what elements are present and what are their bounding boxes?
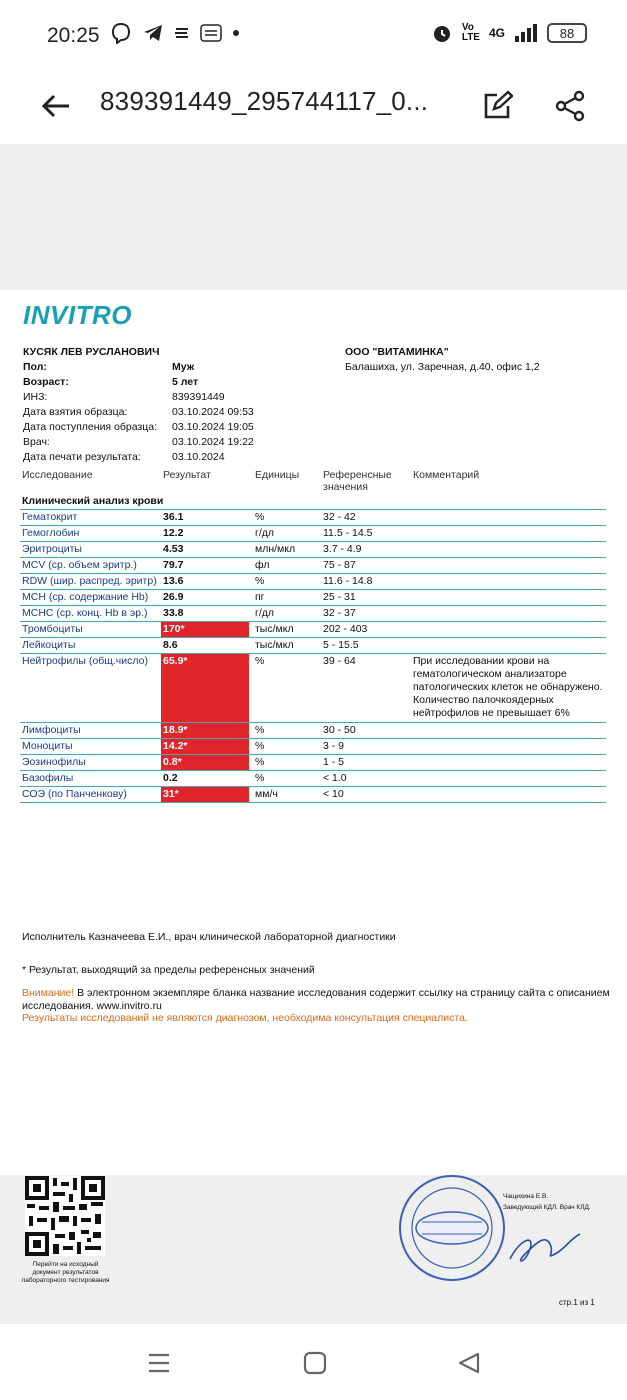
test-comment: При исследовании крови на гематологическом анализаторе патологических клеток не обнаружено. Количество палочкоядерных нейтрофилов не превышает 6% <box>411 654 606 723</box>
table-row <box>20 638 606 654</box>
test-reference: 39 - 64 <box>321 654 411 723</box>
document-viewer[interactable] <box>0 144 627 1324</box>
test-unit: г/дл <box>249 606 321 622</box>
edit-button[interactable] <box>475 84 519 128</box>
recent-apps-button[interactable] <box>142 1348 176 1378</box>
qr-code-icon[interactable] <box>25 1176 105 1256</box>
test-reference: 75 - 87 <box>321 558 411 574</box>
test-result: 79.7 <box>161 558 249 574</box>
test-result: 4.53 <box>161 542 249 558</box>
field-label: Пол: <box>23 361 47 373</box>
home-icon <box>298 1348 332 1378</box>
test-reference: 25 - 31 <box>321 590 411 606</box>
test-name[interactable]: Базофилы <box>20 771 161 787</box>
test-name[interactable]: Эритроциты <box>20 542 161 558</box>
table-row <box>20 590 606 606</box>
test-unit: % <box>249 574 321 590</box>
field-label: Врач: <box>23 436 50 448</box>
table-row <box>20 654 606 723</box>
page-number: стр.1 из 1 <box>559 1298 595 1307</box>
navigation-bar <box>0 1324 627 1400</box>
field-value: Муж <box>172 361 195 373</box>
field-label: Дата поступления образца: <box>23 421 158 433</box>
test-comment <box>411 622 606 638</box>
test-name[interactable]: Гемоглобин <box>20 526 161 542</box>
test-unit: фл <box>249 558 321 574</box>
test-comment <box>411 542 606 558</box>
patient-name: КУСЯК ЛЕВ РУСЛАНОВИЧ <box>23 346 160 358</box>
table-row <box>20 723 606 739</box>
signer-info: Чащихина Е.В. Заведующий КДЛ. Врач КЛД. <box>503 1193 591 1211</box>
test-name[interactable]: Эозинофилы <box>20 755 161 771</box>
table-row <box>20 542 606 558</box>
lab-name: ООО "ВИТАМИНКА" <box>345 346 449 358</box>
back-nav-button[interactable] <box>452 1348 486 1378</box>
menu-lines-icon <box>174 25 190 41</box>
test-name[interactable]: Тромбоциты <box>20 622 161 638</box>
patient-info <box>23 345 254 465</box>
test-name[interactable]: СОЭ (по Панченкову) <box>20 787 161 803</box>
signal-icon <box>514 24 538 42</box>
table-row <box>20 606 606 622</box>
test-comment <box>411 638 606 654</box>
app-bar <box>0 72 627 144</box>
telegram-icon <box>142 22 164 44</box>
test-name[interactable]: MCH (ср. содержание Hb) <box>20 590 161 606</box>
table-row <box>20 526 606 542</box>
results-table <box>20 468 606 803</box>
test-unit: г/дл <box>249 526 321 542</box>
table-row <box>20 755 606 771</box>
patient-field <box>23 375 254 390</box>
test-reference: 1 - 5 <box>321 755 411 771</box>
note-diagnosis: Результаты исследований не являются диагнозом, необходима консультация специалиста. <box>22 1012 468 1024</box>
test-name[interactable]: Лейкоциты <box>20 638 161 654</box>
back-button[interactable] <box>34 84 78 128</box>
alarm-icon <box>431 22 453 44</box>
note-star: * Результат, выходящий за пределы референсных значений <box>22 964 315 976</box>
share-button[interactable] <box>548 84 592 128</box>
table-row <box>20 558 606 574</box>
test-reference: < 10 <box>321 787 411 803</box>
field-value: 03.10.2024 <box>172 451 225 463</box>
home-button[interactable] <box>298 1348 332 1378</box>
test-unit: % <box>249 739 321 755</box>
test-reference: < 1.0 <box>321 771 411 787</box>
edit-icon <box>481 90 513 122</box>
test-unit: пг <box>249 590 321 606</box>
test-comment <box>411 590 606 606</box>
test-unit: % <box>249 510 321 526</box>
test-unit: % <box>249 723 321 739</box>
field-label: Дата взятия образца: <box>23 406 128 418</box>
test-reference: 202 - 403 <box>321 622 411 638</box>
test-result: 26.9 <box>161 590 249 606</box>
field-value: 5 лет <box>172 376 199 388</box>
test-result: 65.9* <box>161 654 249 723</box>
patient-field <box>23 405 254 420</box>
test-unit: тыс/мкл <box>249 638 321 654</box>
field-label: Дата печати результата: <box>23 451 141 463</box>
test-name[interactable]: Нейтрофилы (общ.число) <box>20 654 161 723</box>
test-result: 12.2 <box>161 526 249 542</box>
table-row <box>20 574 606 590</box>
test-reference: 30 - 50 <box>321 723 411 739</box>
test-result: 0.2 <box>161 771 249 787</box>
test-unit: млн/мкл <box>249 542 321 558</box>
patient-field <box>23 435 254 450</box>
test-result: 13.6 <box>161 574 249 590</box>
menu-icon <box>142 1348 176 1378</box>
status-time: 20:25 <box>47 24 100 47</box>
table-row <box>20 739 606 755</box>
test-unit: % <box>249 755 321 771</box>
battery-icon: 88 <box>547 23 587 43</box>
field-value: 03.10.2024 19:22 <box>172 436 254 448</box>
field-label: ИНЗ: <box>23 391 48 403</box>
test-name[interactable]: RDW (шир. распред. эритр) <box>20 574 161 590</box>
performer: Исполнитель Казначеева Е.И., врач клинической лабораторной диагностики <box>22 931 396 943</box>
test-comment <box>411 723 606 739</box>
test-name[interactable]: Гематокрит <box>20 510 161 526</box>
test-comment <box>411 526 606 542</box>
back-triangle-icon <box>452 1348 486 1378</box>
test-name[interactable]: Лимфоциты <box>20 723 161 739</box>
test-unit: % <box>249 771 321 787</box>
lab-info <box>345 345 540 375</box>
note-attention: Внимание! В электронном экземпляре бланка название исследования содержит ссылку на страницу сайта с описанием исследования. www.invitro.ru <box>22 987 610 1012</box>
status-bar <box>0 0 627 72</box>
network-label: 4G <box>488 26 505 40</box>
table-row <box>20 510 606 526</box>
table-row <box>20 787 606 803</box>
stamp-icon <box>398 1174 506 1282</box>
patient-field <box>23 360 254 375</box>
qr-caption: Перейти на исходный документ результатов лабораторного тестирования <box>21 1261 110 1284</box>
patient-field <box>23 390 254 405</box>
test-result: 0.8* <box>161 755 249 771</box>
viber-icon <box>110 22 132 44</box>
test-result: 8.6 <box>161 638 249 654</box>
test-result: 14.2* <box>161 739 249 755</box>
test-name[interactable]: MCHC (ср. конц. Hb в эр.) <box>20 606 161 622</box>
patient-field <box>23 450 254 465</box>
share-icon <box>554 90 586 122</box>
test-comment <box>411 771 606 787</box>
test-comment <box>411 739 606 755</box>
invitro-logo: INVITRO <box>23 300 132 330</box>
patient-field <box>23 420 254 435</box>
dot-icon <box>232 29 240 37</box>
test-unit: мм/ч <box>249 787 321 803</box>
test-comment <box>411 558 606 574</box>
test-reference: 3 - 9 <box>321 739 411 755</box>
test-comment <box>411 574 606 590</box>
test-reference: 32 - 37 <box>321 606 411 622</box>
test-reference: 11.5 - 14.5 <box>321 526 411 542</box>
test-reference: 5 - 15.5 <box>321 638 411 654</box>
test-result: 33.8 <box>161 606 249 622</box>
volte-label: Vo LTE <box>461 22 480 43</box>
table-row <box>20 771 606 787</box>
test-result: 36.1 <box>161 510 249 526</box>
test-reference: 11.6 - 14.8 <box>321 574 411 590</box>
table-header: Исследование Результат Единицы Референсные значения Комментарий <box>22 469 480 493</box>
detmir-icon <box>200 22 222 44</box>
signature-icon <box>505 1219 595 1269</box>
field-label: Возраст: <box>23 376 69 388</box>
test-name[interactable]: Моноциты <box>20 739 161 755</box>
test-comment <box>411 755 606 771</box>
test-unit: % <box>249 654 321 723</box>
field-value: 03.10.2024 09:53 <box>172 406 254 418</box>
field-value: 839391449 <box>172 391 225 403</box>
test-comment <box>411 510 606 526</box>
lab-address: Балашиха, ул. Заречная, д.40, офис 1,2 <box>345 361 540 373</box>
section-title: Клинический анализ крови <box>20 494 606 510</box>
test-result: 18.9* <box>161 723 249 739</box>
field-value: 03.10.2024 19:05 <box>172 421 254 433</box>
test-comment <box>411 787 606 803</box>
test-result: 170* <box>161 622 249 638</box>
test-result: 31* <box>161 787 249 803</box>
test-comment <box>411 606 606 622</box>
test-reference: 3.7 - 4.9 <box>321 542 411 558</box>
table-row <box>20 622 606 638</box>
test-name[interactable]: MCV (ср. объем эритр.) <box>20 558 161 574</box>
document-page <box>0 290 627 1307</box>
file-title: 839391449_295744117_0... <box>100 86 429 116</box>
test-unit: тыс/мкл <box>249 622 321 638</box>
arrow-left-icon <box>39 89 73 123</box>
test-reference: 32 - 42 <box>321 510 411 526</box>
